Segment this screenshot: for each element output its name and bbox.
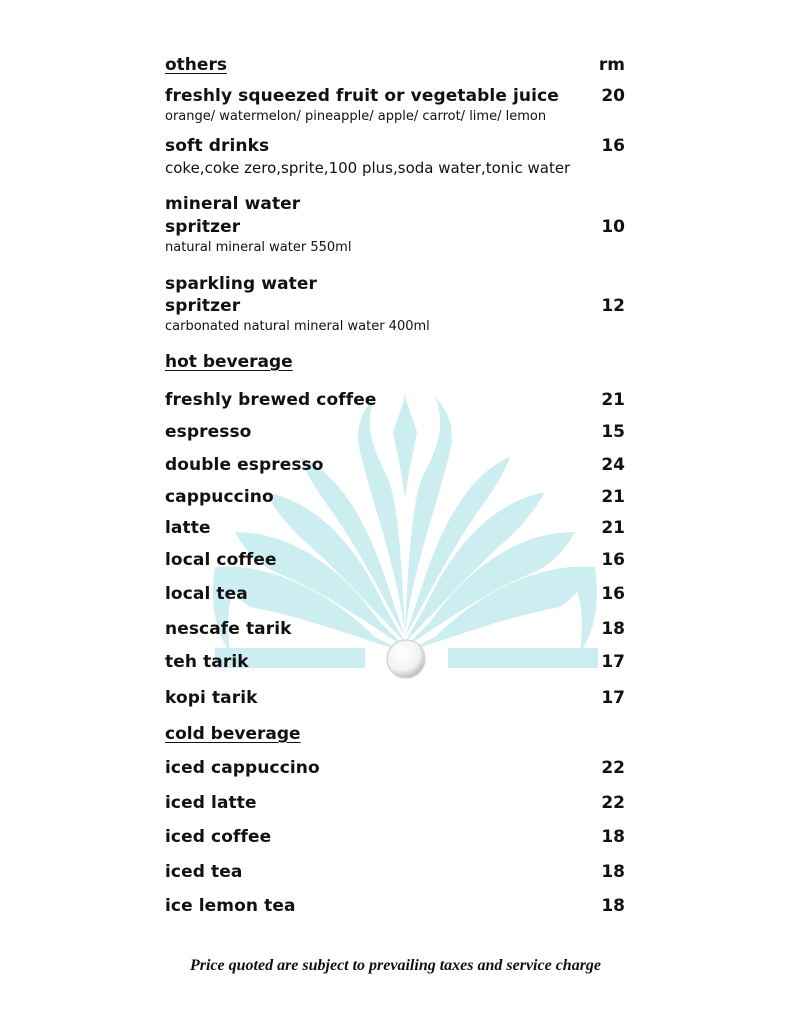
item-price: 17 [601,652,625,672]
item-price: 20 [601,86,625,106]
item-name: freshly squeezed fruit or vegetable juice [165,86,559,106]
currency-label: rm [598,55,625,75]
item-price: 16 [601,584,625,604]
item-price: 15 [601,422,625,442]
item-name: freshly brewed coffee [165,390,377,410]
footer-disclaimer: Price quoted are subject to prevailing taxes and service charge [189,957,602,974]
item-name: teh tarik [165,652,249,672]
item-price: 24 [601,455,625,475]
item-price: 21 [601,487,625,507]
item-name: iced coffee [165,827,272,847]
item-name: cappuccino [165,487,274,507]
item-name-line2: spritzer [165,217,241,237]
item-price: 18 [601,619,625,639]
item-price: 10 [601,217,625,237]
item-name: iced cappuccino [165,758,320,778]
item-price: 21 [601,518,625,538]
item-price: 22 [601,758,625,778]
menu-page [165,0,625,1024]
section-heading-cold-beverage: cold beverage [165,724,301,744]
item-name: latte [165,518,211,538]
item-name: iced latte [165,793,257,813]
item-name: soft drinks [165,136,270,156]
item-description: natural mineral water 550ml [165,240,352,255]
item-price: 12 [601,296,625,316]
item-price: 17 [601,688,625,708]
item-name: local tea [165,584,248,604]
item-description: orange/ watermelon/ pineapple/ apple/ carrot/ lime/ lemon [165,109,547,124]
item-price: 18 [601,827,625,847]
item-name: ice lemon tea [165,896,296,916]
item-name: iced tea [165,862,243,882]
item-price: 16 [601,136,625,156]
item-price: 18 [601,896,625,916]
item-name: local coffee [165,550,277,570]
item-name: kopi tarik [165,688,258,708]
item-price: 18 [601,862,625,882]
section-heading-hot-beverage: hot beverage [165,352,293,372]
item-name: double espresso [165,455,324,475]
item-name: espresso [165,422,252,442]
item-description: coke,coke zero,sprite,100 plus,soda water,tonic water [165,159,571,177]
item-price: 22 [601,793,625,813]
item-name-line2: spritzer [165,296,241,316]
item-name-line1: sparkling water [165,274,318,294]
item-description: carbonated natural mineral water 400ml [165,319,430,334]
item-name: nescafe tarik [165,619,292,639]
item-price: 16 [601,550,625,570]
item-price: 21 [601,390,625,410]
item-name-line1: mineral water [165,194,301,214]
section-heading-others: others [165,55,227,75]
